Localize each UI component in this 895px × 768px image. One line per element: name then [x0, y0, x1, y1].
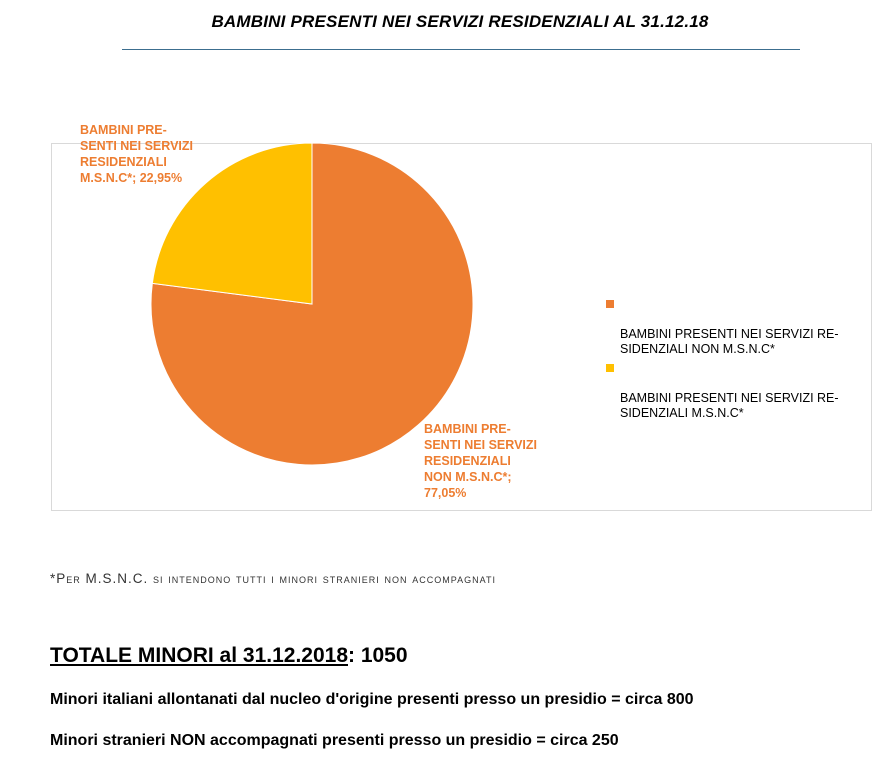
- data-label-msnc: BAMBINI PRE- SENTI NEI SERVIZI RESIDENZIALI M.S.N.C*; 22,95%: [80, 123, 193, 185]
- chart-title: BAMBINI PRESENTI NEI SERVIZI RESIDENZIALI AL 31.12.18: [211, 12, 709, 31]
- legend-item-non-msnc: [606, 297, 856, 357]
- data-label-non-msnc: BAMBINI PRE- SENTI NEI SERVIZI RESIDENZIALI NON M.S.N.C*; 77,05%: [424, 422, 537, 500]
- total-minors: [50, 644, 408, 668]
- chart-legend: [606, 297, 856, 425]
- foreign-minors-line: Minori stranieri NON accompagnati presenti presso un presidio = circa 250: [50, 732, 619, 749]
- legend-item-msnc: [606, 361, 856, 421]
- legend-swatch-non-msnc: [606, 300, 614, 308]
- legend-swatch-msnc: [606, 364, 614, 372]
- total-label: TOTALE MINORI al 31.12.2018: [50, 644, 348, 667]
- footnote: *Per M.S.N.C. si intendono tutti i minori stranieri non accompagnati: [50, 571, 496, 586]
- italian-minors-line: Minori italiani allontanati dal nucleo d'origine presenti presso un presidio = circa 800: [50, 691, 694, 708]
- total-value: : 1050: [348, 644, 408, 667]
- legend-label-non-msnc: BAMBINI PRESENTI NEI SERVIZI RE- SIDENZIALI NON M.S.N.C*: [620, 327, 839, 356]
- legend-label-msnc: BAMBINI PRESENTI NEI SERVIZI RE- SIDENZIALI M.S.N.C*: [620, 391, 839, 420]
